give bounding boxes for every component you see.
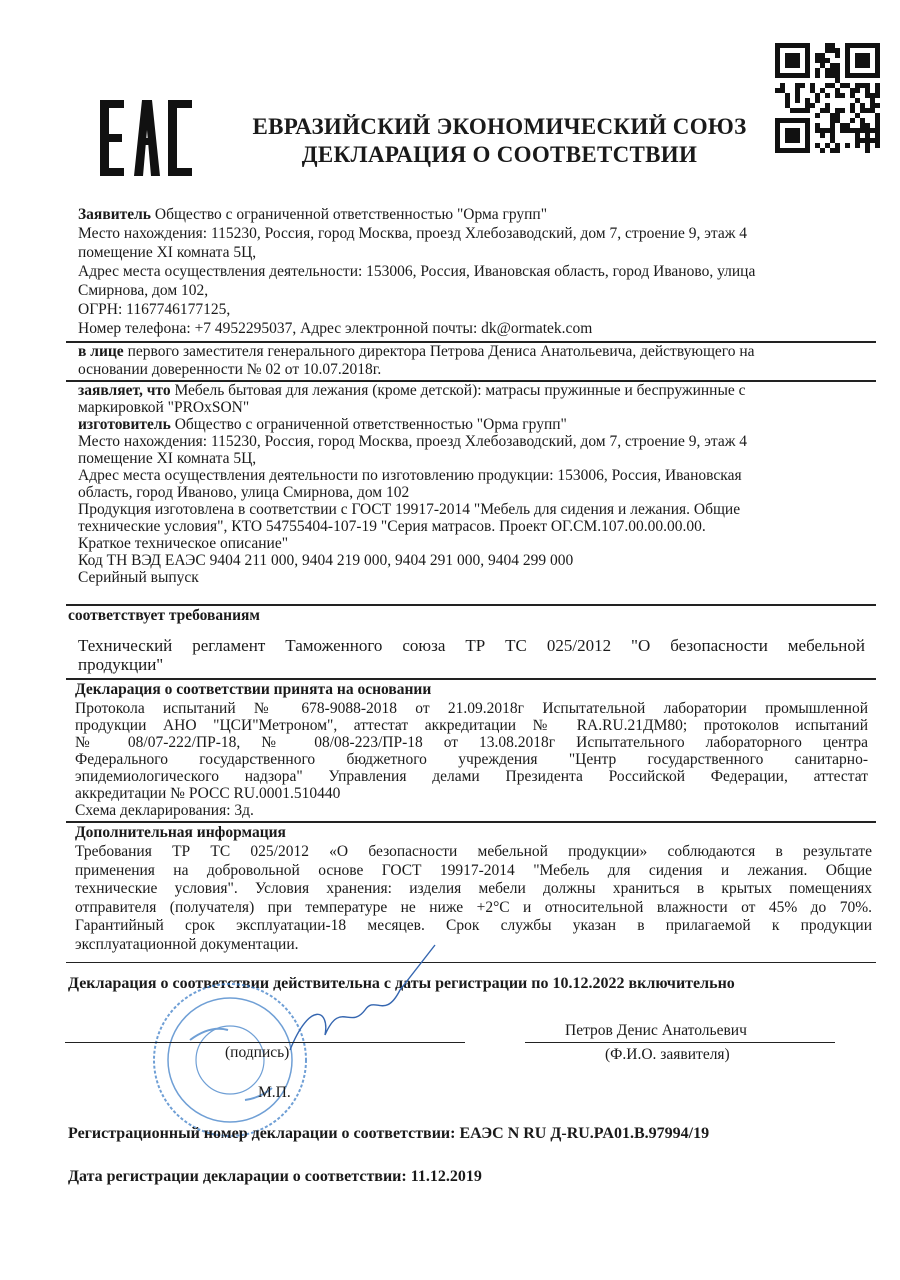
production-address: Адрес места осуществления деятельности по изготовлению продукции: 153006, Россия, Ивановская: [78, 467, 742, 484]
hs-codes: Код ТН ВЭД ЕАЭС 9404 211 000, 9404 219 000, 9404 291 000, 9404 299 000: [78, 552, 574, 569]
applicant-address: Место нахождения: 115230, Россия, город Москва, проезд Хлебозаводский, дом 7, строение 9, этаж 4: [78, 225, 748, 242]
additional-line: Гарантийный срок эксплуатации-18 месяцев. Срок службы указан в прилагаемой к продукции: [75, 917, 872, 934]
basis-line: Протокола испытаний № 678-9088-2018 от 21.09.2018г Испытательной лаборатории промышленной: [75, 700, 868, 717]
applicant-label: Заявитель: [78, 206, 152, 223]
technical-regulation: [78, 636, 865, 674]
applicant-name: Общество с ограниченной ответственностью "Орма групп": [151, 206, 548, 223]
applicant-section: [78, 205, 755, 338]
additional-line: эксплуатационной документации.: [75, 935, 299, 953]
declaration-scheme: Схема декларирования: 3д.: [75, 802, 254, 819]
signatory-name: Петров Денис Анатольевич: [565, 1022, 747, 1039]
product-description: Мебель бытовая для лежания (кроме детской): матрасы пружинные и беспружинные с: [170, 382, 746, 399]
divider: [66, 821, 876, 823]
additional-line: применения на добровольной основе ГОСТ 19917-2014 "Мебель для сидения и лежания. Общие: [75, 861, 872, 879]
regulation-line: Технический регламент Таможенного союза ТР ТС 025/2012 "О безопасности мебельной: [78, 636, 865, 655]
product-section: [78, 382, 747, 586]
additional-line: отправителя (получателя) при температуре не ниже +2°С и относительной влажности от 45% до 70%.: [75, 898, 872, 916]
handwritten-signature: [270, 940, 450, 1070]
manufacturer-address-cont: помещение XI комната 5Ц,: [78, 450, 257, 467]
eac-logo: [100, 100, 192, 176]
basis-text: [75, 700, 868, 819]
basis-line: аккредитации № РОСС RU.0001.510440: [75, 785, 341, 802]
name-caption: (Ф.И.О. заявителя): [605, 1046, 730, 1063]
validity-statement: Декларация о соответствии действительна с даты регистрации по 10.12.2022 включительно: [68, 975, 735, 992]
divider: [66, 962, 876, 963]
qr-code-icon: [775, 42, 880, 154]
declares-label: заявляет, что: [78, 382, 171, 399]
production-standard-cont: технические условия", КТО 54755404-107-19 "Серия матрасов. Проект ОГ.СМ.107.00.00.00.00.: [78, 518, 706, 535]
applicant-address-cont: помещение XI комната 5Ц,: [78, 244, 257, 261]
representative-text: первого заместителя генерального директора Петрова Дениса Анатольевича, действующего на: [123, 343, 755, 360]
representative-text-cont: основании доверенности № 02 от 10.07.2018г.: [78, 361, 382, 378]
representative-section: [78, 343, 755, 379]
name-line: [525, 1042, 835, 1043]
conforms-label: соответствует требованиям: [68, 607, 260, 624]
basis-line: эпидемиологического надзора" Управления делами Президента Российской Федерации, аттестат: [75, 768, 868, 785]
serial-production: Серийный выпуск: [78, 569, 199, 586]
production-standard-cont2: Краткое техническое описание": [78, 535, 289, 552]
applicant-contacts: Номер телефона: +7 4952295037, Адрес электронной почты: dk@ormatek.com: [78, 320, 593, 337]
manufacturer-address: Место нахождения: 115230, Россия, город Москва, проезд Хлебозаводский, дом 7, строение 9, этаж 4: [78, 433, 748, 450]
production-standard: Продукция изготовлена в соответствии с ГОСТ 19917-2014 "Мебель для сидения и лежания. Общие: [78, 501, 741, 518]
additional-line: Требования ТР ТС 025/2012 «О безопасности мебельной продукции» соблюдаются в результате: [75, 843, 872, 860]
additional-line: технические условия". Условия хранения: изделия мебели должны храниться в крытых помещениях: [75, 880, 872, 897]
signature-caption: (подпись): [225, 1044, 290, 1061]
union-title: ЕВРАЗИЙСКИЙ ЭКОНОМИЧЕСКИЙ СОЮЗ: [252, 114, 747, 139]
representative-label: в лице: [78, 343, 124, 360]
registration-date: Дата регистрации декларации о соответствии: 11.12.2019: [68, 1168, 482, 1185]
seal-place: М.П.: [258, 1084, 291, 1101]
additional-info-text: [75, 843, 872, 954]
applicant-activity-address-cont: Смирнова, дом 102,: [78, 282, 209, 299]
product-marking: маркировкой "PROxSON": [78, 399, 250, 416]
manufacturer-label: изготовитель: [78, 416, 171, 433]
production-address-cont: область, город Иваново, улица Смирнова, дом 102: [78, 484, 410, 501]
registration-number: Регистрационный номер декларации о соответствии: ЕАЭС N RU Д-RU.PA01.B.97994/19: [68, 1125, 710, 1142]
basis-line: № 08/07-222/ПР-18, № 08/08-223/ПР-18 от 13.08.2018г Испытательного лабораторного центра: [75, 734, 868, 751]
applicant-ogrn: ОГРН: 1167746177125,: [78, 301, 231, 318]
declaration-title: ДЕКЛАРАЦИЯ О СООТВЕТСТВИИ: [301, 142, 698, 167]
basis-label: Декларация о соответствии принята на основании: [75, 681, 432, 698]
manufacturer-name: Общество с ограниченной ответственностью "Орма групп": [170, 416, 567, 433]
basis-line: Федерального государственного бюджетного учреждения "Центр государственного санитарно-: [75, 751, 868, 768]
additional-info-label: Дополнительная информация: [75, 824, 286, 841]
basis-line: продукции АНО "ЦСИ"Метроном", аттестат аккредитации № RA.RU.21ДМ80; протоколов испытаний: [75, 717, 868, 734]
applicant-activity-address: Адрес места осуществления деятельности: 153006, Россия, Ивановская область, город Иваново, улица: [78, 263, 756, 280]
regulation-line: продукции": [78, 655, 164, 674]
